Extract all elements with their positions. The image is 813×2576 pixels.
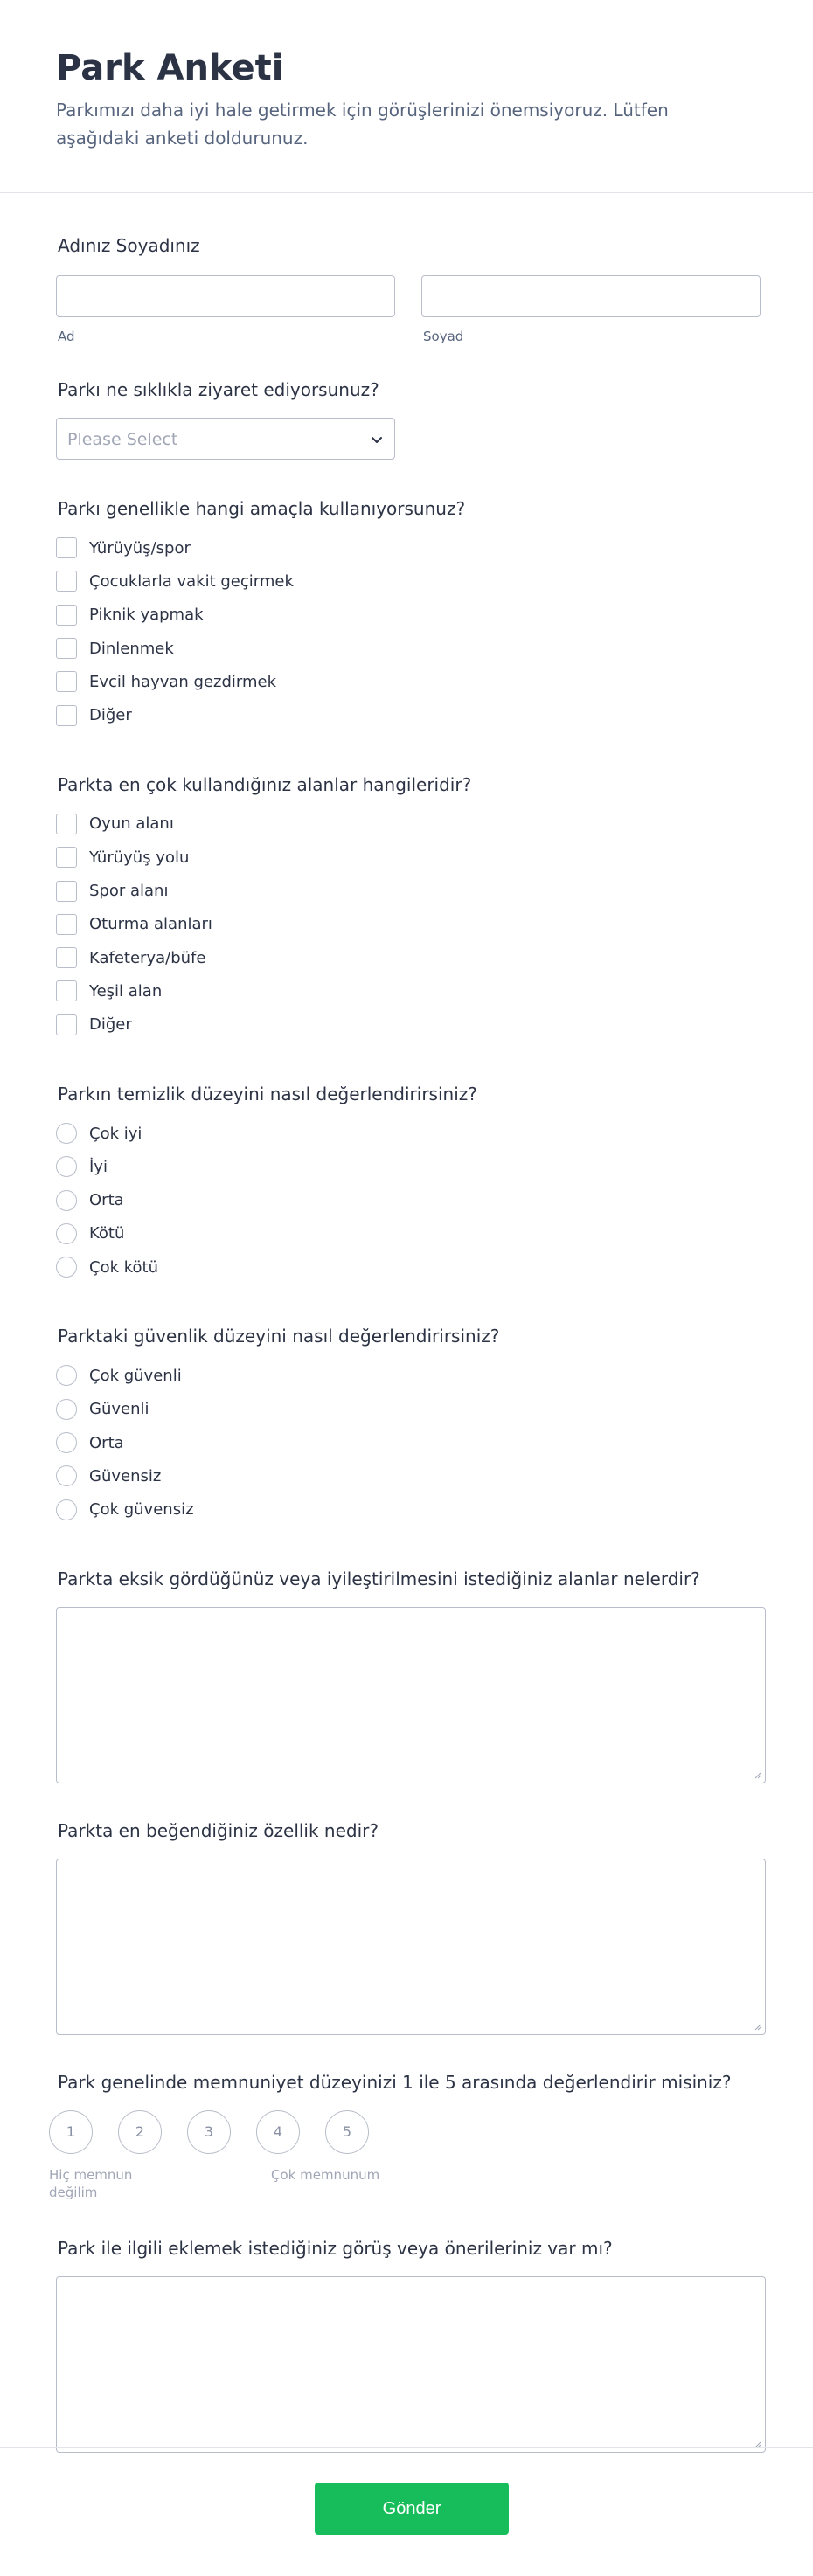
form-footer — [0, 2447, 813, 2576]
purpose-options — [56, 531, 757, 732]
form-header — [0, 0, 813, 193]
security-option-label: Güvensiz — [89, 1466, 162, 1485]
cleanliness-label: Parkın temizlik düzeyini nasıl değerlendirirsiniz? — [58, 1083, 477, 1104]
areas-option[interactable] — [56, 974, 757, 1008]
checkbox[interactable] — [56, 638, 77, 659]
rating-high-label: Çok memnunum — [271, 2166, 380, 2183]
cleanliness-question — [56, 1082, 757, 1284]
security-option-label: Orta — [89, 1433, 124, 1452]
areas-option-label: Diğer — [89, 1015, 132, 1035]
purpose-option-label: Evcil hayvan gezdirmek — [89, 672, 277, 691]
security-option-label: Güvenli — [89, 1400, 149, 1419]
checkbox[interactable] — [56, 814, 77, 834]
checkbox[interactable] — [56, 881, 77, 902]
cleanliness-option-label: Çok kötü — [89, 1257, 158, 1277]
security-option[interactable] — [56, 1359, 757, 1392]
radio-button[interactable] — [56, 1399, 77, 1420]
radio-button[interactable] — [56, 1499, 77, 1520]
cleanliness-options — [56, 1117, 757, 1284]
purpose-option[interactable] — [56, 531, 757, 564]
cleanliness-option-label: Kötü — [89, 1224, 125, 1243]
radio-button[interactable] — [56, 1190, 77, 1211]
missing-label: Parkta eksik gördüğünüz veya iyileştirilmesini istediğiniz alanlar nelerdir? — [58, 1568, 700, 1589]
last-name-input[interactable] — [421, 275, 761, 317]
areas-option[interactable] — [56, 874, 757, 907]
frequency-label: Parkı ne sıklıkla ziyaret ediyorsunuz? — [58, 379, 379, 400]
areas-option-label: Oturma alanları — [89, 915, 212, 934]
purpose-option-label: Dinlenmek — [89, 639, 174, 658]
survey-form — [0, 233, 813, 2453]
cleanliness-option[interactable] — [56, 1183, 757, 1216]
chevron-down-icon — [370, 433, 384, 447]
checkbox[interactable] — [56, 671, 77, 692]
checkbox[interactable] — [56, 980, 77, 1001]
resize-handle-icon[interactable] — [753, 2022, 761, 2031]
cleanliness-option[interactable] — [56, 1150, 757, 1183]
areas-question — [56, 772, 757, 1042]
areas-option[interactable] — [56, 941, 757, 974]
areas-option-label: Kafeterya/büfe — [89, 948, 206, 967]
purpose-option-label: Piknik yapmak — [89, 606, 204, 625]
submit-button[interactable]: Gönder — [315, 2483, 509, 2535]
purpose-question — [56, 496, 757, 732]
suggestions-textarea[interactable] — [56, 2276, 766, 2453]
security-question — [56, 1324, 757, 1526]
checkbox[interactable] — [56, 1014, 77, 1035]
favorite-label: Parkta en beğendiğiniz özellik nedir? — [58, 1819, 379, 1841]
rating-option-5[interactable]: 5 — [325, 2110, 369, 2154]
first-name-input[interactable] — [56, 275, 395, 317]
radio-button[interactable] — [56, 1432, 77, 1453]
security-option[interactable] — [56, 1426, 757, 1459]
satisfaction-rating — [49, 2110, 757, 2154]
page-title: Park Anketi — [56, 48, 284, 88]
checkbox[interactable] — [56, 947, 77, 968]
cleanliness-option-label: Orta — [89, 1191, 124, 1210]
satisfaction-label: Park genelinde memnuniyet düzeyinizi 1 ile 5 arasında değerlendirir misiniz? — [58, 2071, 732, 2093]
areas-option[interactable] — [56, 807, 757, 841]
checkbox[interactable] — [56, 847, 77, 868]
areas-option[interactable] — [56, 1008, 757, 1042]
purpose-option[interactable] — [56, 599, 757, 632]
areas-option[interactable] — [56, 908, 757, 941]
checkbox[interactable] — [56, 571, 77, 592]
rating-option-3[interactable]: 3 — [187, 2110, 231, 2154]
purpose-label: Parkı genellikle hangi amaçla kullanıyorsunuz? — [58, 498, 466, 519]
security-option-label: Çok güvensiz — [89, 1500, 194, 1520]
security-label: Parktaki güvenlik düzeyini nasıl değerlendirirsiniz? — [58, 1326, 500, 1347]
radio-button[interactable] — [56, 1365, 77, 1386]
missing-textarea[interactable] — [56, 1607, 766, 1783]
frequency-select[interactable] — [56, 418, 395, 460]
radio-button[interactable] — [56, 1257, 77, 1278]
name-label: Adınız Soyadınız — [58, 235, 200, 256]
last-name-sublabel: Soyad — [423, 329, 464, 344]
rating-option-4[interactable]: 4 — [256, 2110, 300, 2154]
checkbox[interactable] — [56, 537, 77, 558]
purpose-option-label: Diğer — [89, 706, 132, 725]
areas-option-label: Oyun alanı — [89, 814, 174, 834]
page-subtitle: Parkımızı daha iyi hale getirmek için görüşlerinizi önemsiyoruz. Lütfen aşağıdaki anketi doldurunuz. — [56, 100, 669, 149]
cleanliness-option[interactable] — [56, 1250, 757, 1284]
purpose-option-label: Çocuklarla vakit geçirmek — [89, 571, 294, 591]
checkbox[interactable] — [56, 605, 77, 626]
areas-option[interactable] — [56, 841, 757, 874]
areas-option-label: Yeşil alan — [89, 981, 163, 1001]
rating-option-1[interactable]: 1 — [49, 2110, 93, 2154]
missing-question — [56, 1567, 757, 1783]
areas-option-label: Spor alanı — [89, 882, 169, 901]
security-option-label: Çok güvenli — [89, 1366, 182, 1385]
radio-button[interactable] — [56, 1123, 77, 1144]
cleanliness-option-label: İyi — [89, 1157, 108, 1176]
radio-button[interactable] — [56, 1223, 77, 1244]
name-question — [56, 233, 757, 344]
purpose-option-label: Yürüyüş/spor — [89, 538, 191, 557]
suggestions-label: Park ile ilgili eklemek istediğiniz görüş veya önerileriniz var mı? — [58, 2237, 613, 2259]
checkbox[interactable] — [56, 705, 77, 726]
cleanliness-option[interactable] — [56, 1217, 757, 1250]
radio-button[interactable] — [56, 1156, 77, 1177]
first-name-sublabel: Ad — [58, 329, 75, 344]
security-option[interactable] — [56, 1459, 757, 1492]
rating-low-label: Hiç memnun değilim — [49, 2166, 133, 2200]
suggestions-question — [56, 2236, 757, 2453]
checkbox[interactable] — [56, 914, 77, 935]
security-option[interactable] — [56, 1393, 757, 1426]
favorite-textarea[interactable] — [56, 1859, 766, 2035]
areas-label: Parkta en çok kullandığınız alanlar hangileridir? — [58, 773, 472, 795]
purpose-option[interactable] — [56, 698, 757, 731]
purpose-option[interactable] — [56, 665, 757, 698]
cleanliness-option-label: Çok iyi — [89, 1124, 142, 1143]
areas-option-label: Yürüyüş yolu — [89, 848, 190, 867]
security-option[interactable] — [56, 1493, 757, 1527]
cleanliness-option[interactable] — [56, 1117, 757, 1150]
purpose-option[interactable] — [56, 564, 757, 598]
favorite-question — [56, 1818, 757, 2035]
security-options — [56, 1359, 757, 1526]
frequency-question — [56, 377, 757, 460]
purpose-option[interactable] — [56, 632, 757, 665]
frequency-placeholder: Please Select — [67, 430, 178, 449]
resize-handle-icon[interactable] — [753, 1770, 761, 1779]
rating-option-2[interactable]: 2 — [118, 2110, 162, 2154]
areas-options — [56, 807, 757, 1042]
satisfaction-question — [49, 2070, 757, 2205]
radio-button[interactable] — [56, 1465, 77, 1486]
